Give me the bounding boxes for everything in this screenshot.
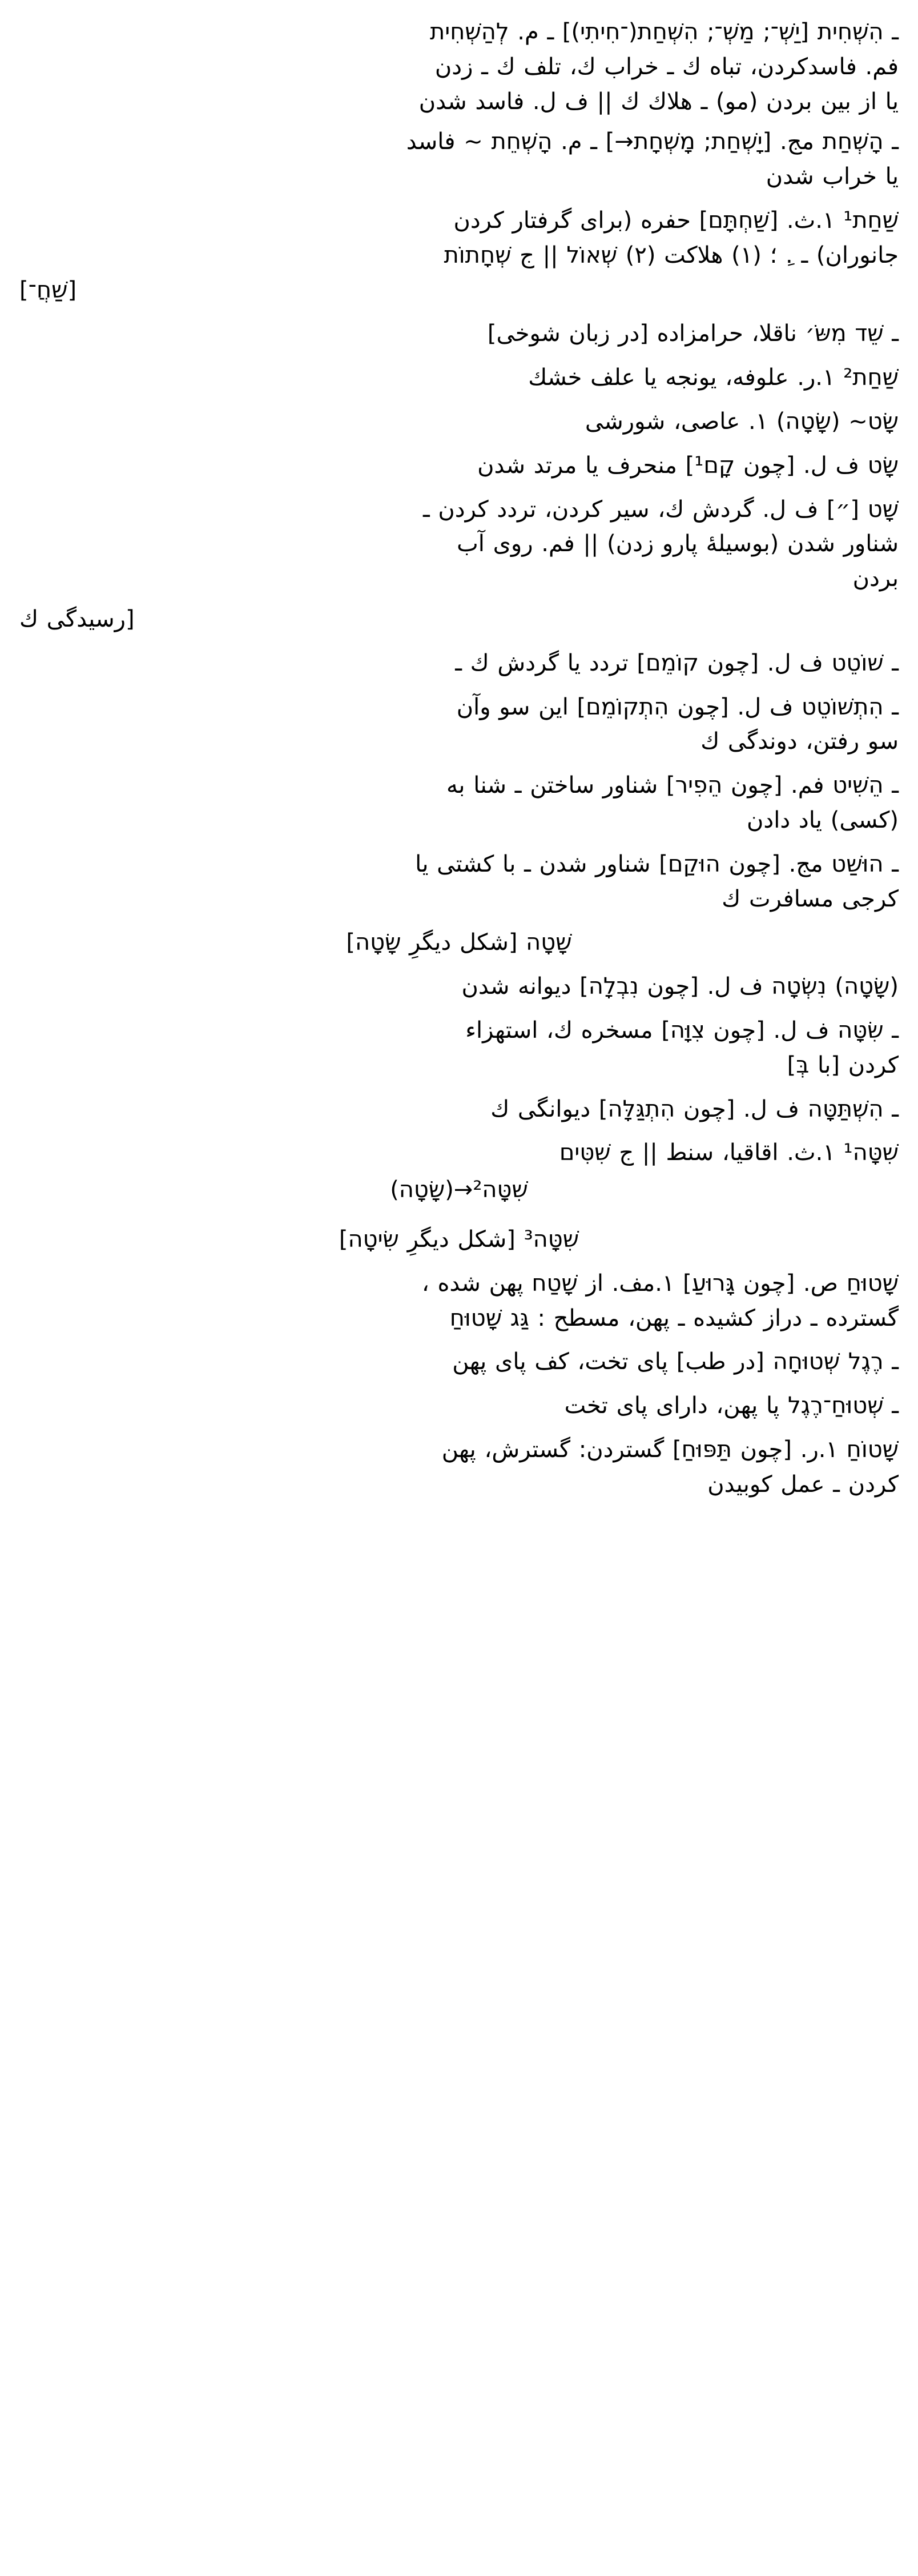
entry-regel-shtuha	[19, 1345, 899, 1379]
entry-line: שָׂט~ (שָׂטָה) ١. عاصى، شورشى	[585, 408, 899, 435]
entry-line: يا از بين بردن (مو) ـ هلاك ك || ف ل. فاسد شدن	[418, 88, 899, 115]
entry-shotet	[19, 646, 899, 681]
entry-line: שַׁחַת² ١.ر. علوفه، يونجه يا علف خشك	[528, 364, 899, 391]
entry-line: جانوران) ـ .ِ ؛ (١) هلاكت (٢) שְׁאוֹל || ج שְׁחָתוֹת	[444, 242, 899, 268]
entry-line: ـ הֵשִׁיט فم. [چون הֵפִיר] شناور ساختن ـ شنا به	[446, 772, 899, 799]
entry-line: كردن ـ عمل كوبيدن	[707, 1471, 899, 1498]
entry-line: שָׂט ف ل. [چون קָם¹] منحرف يا مرتد شدن	[477, 452, 899, 479]
entry-line: [رسيدگى ك	[19, 605, 135, 632]
entry-nishta	[19, 969, 899, 1004]
entry-shatoah	[19, 1433, 899, 1502]
entry-shita-alt	[19, 925, 899, 960]
entry-hoshhat	[19, 125, 899, 194]
entry-line: يا خراب شدن	[766, 163, 899, 190]
entry-line: [שַׁחֲ־]	[19, 276, 77, 303]
entry-line: שִׁטָּה²→(שָׂטָה)	[390, 1177, 528, 1203]
entry-line: ـ שְׁטוּחַ־רֶגֶל پا پهن، داراى پاى تخت	[564, 1393, 899, 1419]
entry-shatuah	[19, 1266, 899, 1336]
entry-heshit	[19, 768, 899, 838]
entry-line: ـ שִׂטָּה ف ل. [چون צִוָּה] مسخره ك، استهزاء	[465, 1017, 899, 1044]
entry-shtuah-regel	[19, 1389, 899, 1423]
entry-line: (كسى) ياد دادن	[747, 806, 899, 833]
entry-line: שָׁט [״] ف ل. گردش ك، سير كردن، تردد كردن ـ	[422, 496, 899, 523]
entry-line: שִׁטָּה³ [شكل ديگرِ שִׂיטָה]	[339, 1226, 579, 1253]
entry-shita-1	[19, 1135, 899, 1170]
entry-line: שַׁחַת¹ ١.ث. [שַׁחְתָּם] حفره (براى گرفتار كردن	[453, 207, 899, 234]
entry-hushat	[19, 847, 899, 917]
entry-hishtata	[19, 1092, 899, 1127]
entry-line: كردن [با בְּ]	[787, 1052, 899, 1078]
entry-line: שָׁטָה [شكل ديگرِ שָׂטָה]	[346, 929, 572, 956]
entry-line: (שָׂטָה) נִשְׂטָה ف ل. [چون נִבְלָה] ديوانه شدن	[461, 973, 899, 1000]
entry-line: ـ רֶגֶל שְׁטוּחָה [در طب] پاى تخت، كف پاى پهن	[452, 1349, 899, 1375]
entry-line: ـ שׁוֹטֵט ف ل. [چون קוֹמֵם] تردد يا گردش ك ـ	[455, 649, 899, 676]
entry-line: שִׁטָּה¹ ١.ث. اقاقيا، سنط || ج שִׁטִּים	[559, 1139, 899, 1166]
entry-line: شناور شدن (بوسيلهٔ پارو زدن) || فم. روى آب	[457, 531, 899, 557]
entry-line: ـ הָשְׁחַת مج. [יָשְׁחַת; מָשְׁחָת→] ـ م. הָשְׁחֵת ~ فاسد	[406, 129, 899, 155]
entry-line: ـ הִשְׁחִית [יַשְׁ־; מַשְׁ־; הִשְׁחַת(־חִיתִי)] ـ م. לְהַשְׁחִית	[429, 19, 899, 45]
entry-line: سو رفتن، دوندگى ك	[700, 728, 899, 755]
entry-shita-3	[19, 1222, 899, 1257]
entry-line: كرجى مسافرت ك	[722, 885, 899, 912]
entry-shat-quote-trailing	[19, 602, 899, 637]
entry-line: שָׁטוּחַ ص. [چون גָּרוּעַ] ١.مف. از שָׁטַח پهن شده ،	[421, 1270, 899, 1297]
entry-hitshotet	[19, 690, 899, 760]
entry-sat-fel	[19, 448, 899, 483]
entry-line: بردن	[852, 565, 899, 592]
entry-line: ـ שֵׁד מִשֹּ׳ ناقلا، حرامزاده [در زبان شوخى]	[487, 320, 899, 347]
entry-line: گسترده ـ دراز كشيده ـ پهن، مسطح : גַּג שָׁטוּחַ	[449, 1305, 899, 1331]
entry-shahat-1	[19, 203, 899, 307]
entry-line: فم. فاسدكردن، تباه ك ـ خراب ك، تلف ك ـ زدن	[434, 53, 899, 80]
entry-line: ـ הוּשַׁט مج. [چون הוּקַם] شناور شدن ـ با كشتى يا	[415, 850, 899, 877]
entry-shahat-2	[19, 360, 899, 395]
entry-line: ـ הִתְשׁוֹטֵט ف ل. [چون הִתְקוֹמֵם] اين سو وآن	[456, 693, 899, 720]
entry-line: ـ הִשְׁתַּטָּה ف ل. [چون הִתְגַּלָּה] ديوانگى ك	[490, 1096, 899, 1122]
entry-hishhit	[19, 15, 899, 119]
entry-line: שָׁטוֹחַ ١.ر. [چون תַּפּוּחַ] گستردن: گسترش، پهن	[441, 1436, 899, 1463]
entry-shat-quote	[19, 492, 899, 596]
entry-shed-mish	[19, 316, 899, 351]
entry-shita-fel	[19, 1013, 899, 1083]
entry-shita-2	[19, 1173, 899, 1207]
entry-shat-seta	[19, 404, 899, 439]
